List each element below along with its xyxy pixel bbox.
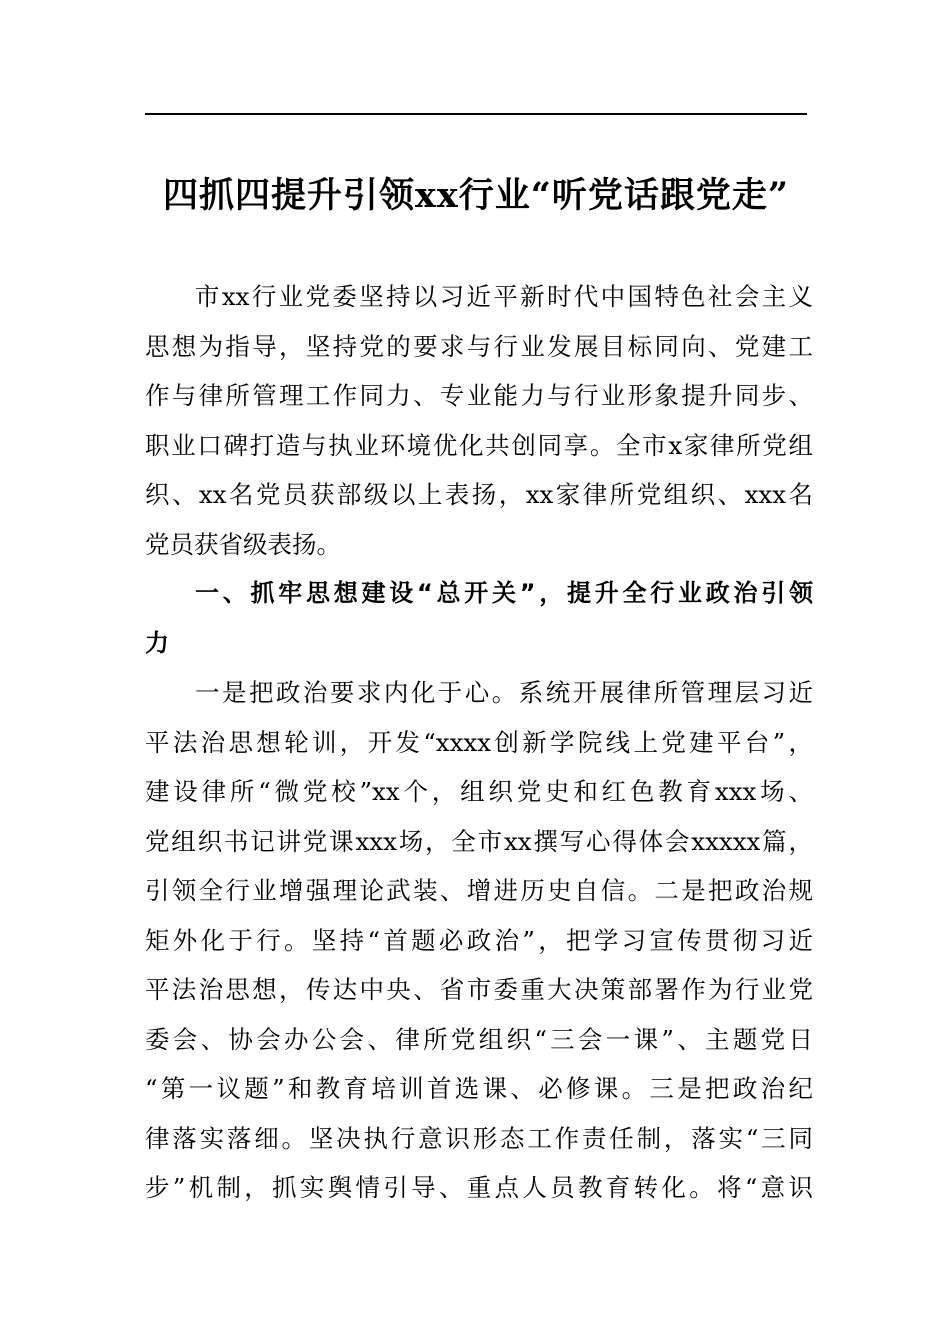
section-body-line: 平法治思想轮训，开发“xxxx创新学院线上党建平台”， xyxy=(145,727,813,757)
intro-line: 作与律所管理工作同力、专业能力与行业形象提升同步、 xyxy=(145,381,813,410)
section-body-line: 矩外化于行。坚持“首题必政治”，把学习宣传贯彻习近 xyxy=(145,925,813,955)
header-rule xyxy=(145,113,807,115)
section-body-line: 一是把政治要求内化于心。系统开展律所管理层习近 xyxy=(195,678,813,707)
document-title: 四抓四提升引领xx行业“听党话跟党走” xyxy=(163,175,789,216)
intro-line: 思想为指导，坚持党的要求与行业发展目标同向、党建工 xyxy=(145,331,813,361)
intro-line: 党员获省级表扬。 xyxy=(145,529,341,559)
section-heading-line: 力 xyxy=(145,628,169,657)
intro-line: 织、xx名党员获部级以上表扬，xx家律所党组织、xxx名 xyxy=(145,480,813,509)
section-body-line: “第一议题”和教育培训首选课、必修课。三是把政治纪 xyxy=(145,1074,813,1103)
intro-line: 职业口碑打造与执业环境优化共创同享。全市x家律所党组 xyxy=(145,430,813,460)
section-heading-line: 一、抓牢思想建设“总开关”，提升全行业政治引领 xyxy=(195,579,813,607)
section-body-line: 党组织书记讲党课xxx场，全市xx撰写心得体会xxxxx篇， xyxy=(145,826,813,856)
section-body-line: 委会、协会办公会、律所党组织“三会一课”、主题党日 xyxy=(145,1024,813,1054)
intro-line: 市xx行业党委坚持以习近平新时代中国特色社会主义 xyxy=(195,282,813,311)
section-body-line: 步”机制，抓实舆情引导、重点人员教育转化。将“意识 xyxy=(145,1173,813,1202)
section-body-line: 引领全行业增强理论武装、增进历史自信。二是把政治规 xyxy=(145,876,813,905)
section-body-line: 建设律所“微党校”xx个，组织党史和红色教育xxx场、 xyxy=(145,777,813,806)
section-body-line: 律落实落细。坚决执行意识形态工作责任制，落实“三同 xyxy=(145,1123,813,1153)
section-body-line: 平法治思想，传达中央、省市委重大决策部署作为行业党 xyxy=(145,975,813,1004)
document-body xyxy=(145,272,813,1213)
